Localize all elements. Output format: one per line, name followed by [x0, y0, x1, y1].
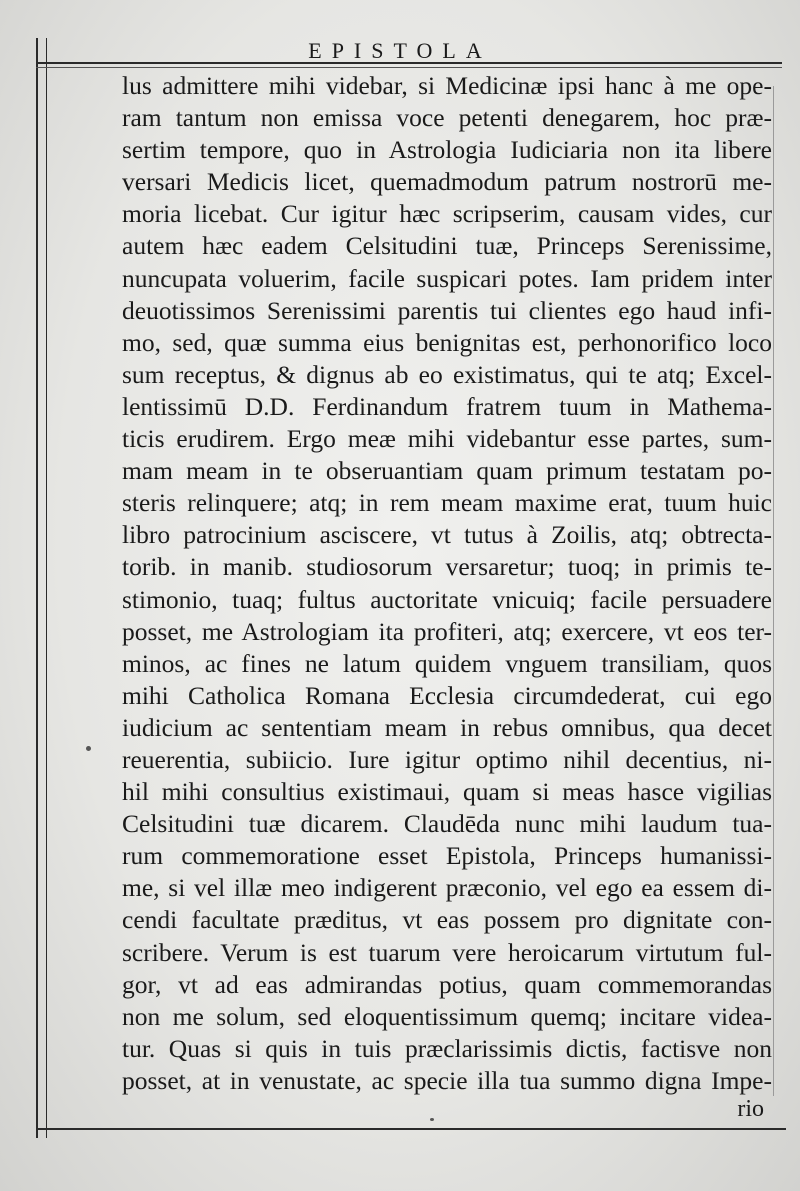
ink-speck: [430, 1118, 434, 1121]
text-line: sum receptus, & dignus ab eo existimatus, qui te atq; Excel-: [122, 359, 772, 389]
text-line: sertim tempore, quo in Astrologia Iudiciaria non ita libere: [122, 135, 772, 165]
text-line: stimonio, tuaq; fultus auctoritate vnicuiq; facile persuadere: [122, 584, 772, 614]
body-text: [122, 70, 772, 1097]
text-line: minos, ac fines ne latum quidem vnguem transiliam, quos: [122, 648, 772, 678]
text-line: autem hæc eadem Celsitudini tuæ, Princeps Serenissime,: [122, 231, 772, 261]
text-line: lentissimū D.D. Ferdinandum fratrem tuum in Mathema-: [122, 391, 772, 421]
text-line: versari Medicis licet, quemadmodum patrum nostrorū me-: [122, 167, 772, 197]
catchword: rio: [737, 1096, 764, 1122]
text-line: nuncupata voluerim, facile suspicari potes. Iam pridem inter: [122, 263, 772, 293]
bottom-rule: [36, 1128, 786, 1130]
text-line: tur. Quas si quis in tuis præclarissimis dictis, factisve non: [122, 1033, 772, 1063]
text-line: rum commemoratione esset Epistola, Princeps humanissi-: [122, 841, 772, 871]
text-line: gor, vt ad eas admirandas potius, quam commemorandas: [122, 969, 772, 999]
text-line: non me solum, sed eloquentissimum quemq; incitare videa-: [122, 1001, 772, 1031]
text-line: posset, me Astrologiam ita profiteri, atq; exercere, vt eos ter-: [122, 616, 772, 646]
ink-speck: [86, 746, 91, 751]
text-line: ram tantum non emissa voce petenti denegarem, hoc præ-: [122, 103, 772, 133]
running-header: EPISTOLA: [308, 38, 492, 63]
text-line: mam meam in te obseruantiam quam primum testatam po-: [122, 456, 772, 486]
text-line: libro patrocinium asciscere, vt tutus à Zoilis, atq; obtrecta-: [122, 520, 772, 550]
text-line: posset, at in venustate, ac specie illa tua summo digna Impe-: [122, 1065, 772, 1095]
text-line: iudicium ac sententiam meam in rebus omnibus, qua decet: [122, 712, 772, 742]
left-border-rule: [36, 38, 47, 1138]
text-line: moria licebat. Cur igitur hæc scripserim, causam vides, cur: [122, 199, 772, 229]
text-line: reuerentia, subiicio. Iure igitur optimo nihil decentius, ni-: [122, 744, 772, 774]
text-line: mo, sed, quæ summa eius benignitas est, perhonorifico loco: [122, 327, 772, 357]
text-line: ticis erudirem. Ergo meæ mihi videbantur esse partes, sum-: [122, 424, 772, 454]
text-line: lus admittere mihi videbar, si Medicinæ ipsi hanc à me ope-: [122, 71, 772, 100]
text-line: torib. in manib. studiosorum versaretur; tuoq; in primis te-: [122, 552, 772, 582]
text-line: hil mihi consultius existimaui, quam si meas hasce vigilias: [122, 777, 772, 807]
text-line: Celsitudini tuæ dicarem. Claudēda nunc mihi laudum tua-: [122, 809, 772, 839]
text-line: mihi Catholica Romana Ecclesia circumdederat, cui ego: [122, 680, 772, 710]
text-line: deuotissimos Serenissimi parentis tui clientes ego haud infi-: [122, 295, 772, 325]
text-line: steris relinquere; atq; in rem meam maxime erat, tuum huic: [122, 488, 772, 518]
text-line: me, si vel illæ meo indigerent præconio, vel ego ea essem di-: [122, 873, 772, 903]
text-line: cendi facultate præditus, vt eas possem pro dignitate con-: [122, 905, 772, 935]
text-line: scribere. Verum is est tuarum vere heroicarum virtutum ful-: [122, 937, 772, 967]
